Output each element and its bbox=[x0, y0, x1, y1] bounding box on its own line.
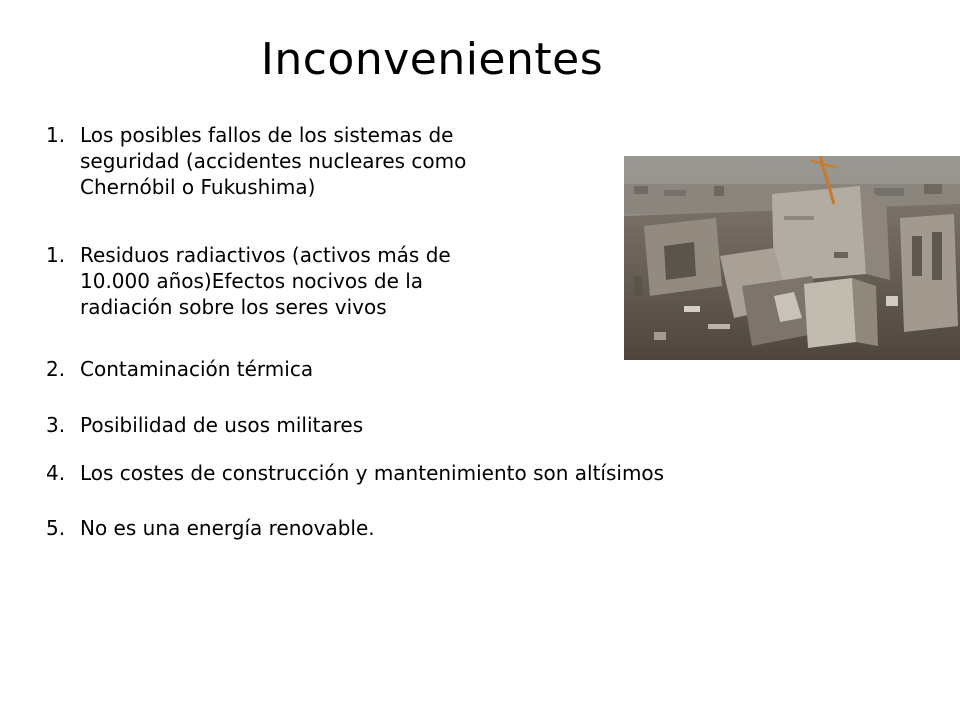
list-item-text: Posibilidad de usos militares bbox=[80, 413, 364, 437]
list-item-line: seguridad (accidentes nucleares como bbox=[80, 149, 467, 173]
list-item-text: Los costes de construcción y mantenimiento son altísimos bbox=[80, 461, 665, 485]
list-item-text bbox=[80, 242, 451, 320]
list-item bbox=[46, 412, 606, 440]
list-item-line: Residuos radiactivos (activos más de bbox=[80, 243, 451, 267]
list-item bbox=[46, 242, 606, 322]
list-item-line: 10.000 años)Efectos nocivos de la bbox=[80, 269, 424, 293]
slide-title: Inconvenientes bbox=[260, 34, 604, 85]
list-item bbox=[46, 356, 606, 384]
list-item-line: Los posibles fallos de los sistemas de bbox=[80, 123, 454, 147]
list-item bbox=[46, 122, 606, 202]
list-item-text: Contaminación térmica bbox=[80, 357, 314, 381]
reactor-ruins-illustration bbox=[624, 156, 960, 360]
list-item-text bbox=[80, 122, 466, 200]
list-item-line: radiación sobre los seres vivos bbox=[80, 295, 387, 319]
reactor-ruins-photo bbox=[624, 156, 960, 360]
list-item bbox=[46, 515, 606, 543]
list-item-line: Chernóbil o Fukushima) bbox=[80, 175, 316, 199]
list-item-number: 3. bbox=[46, 413, 66, 437]
list-item bbox=[46, 460, 746, 488]
list-item-number: 4. bbox=[46, 461, 66, 485]
list-item-number: 1. bbox=[46, 123, 66, 147]
list-item-number: 1. bbox=[46, 243, 66, 267]
list-item-number: 5. bbox=[46, 516, 66, 540]
list-item-number: 2. bbox=[46, 357, 66, 381]
list-item-text: No es una energía renovable. bbox=[80, 516, 375, 540]
